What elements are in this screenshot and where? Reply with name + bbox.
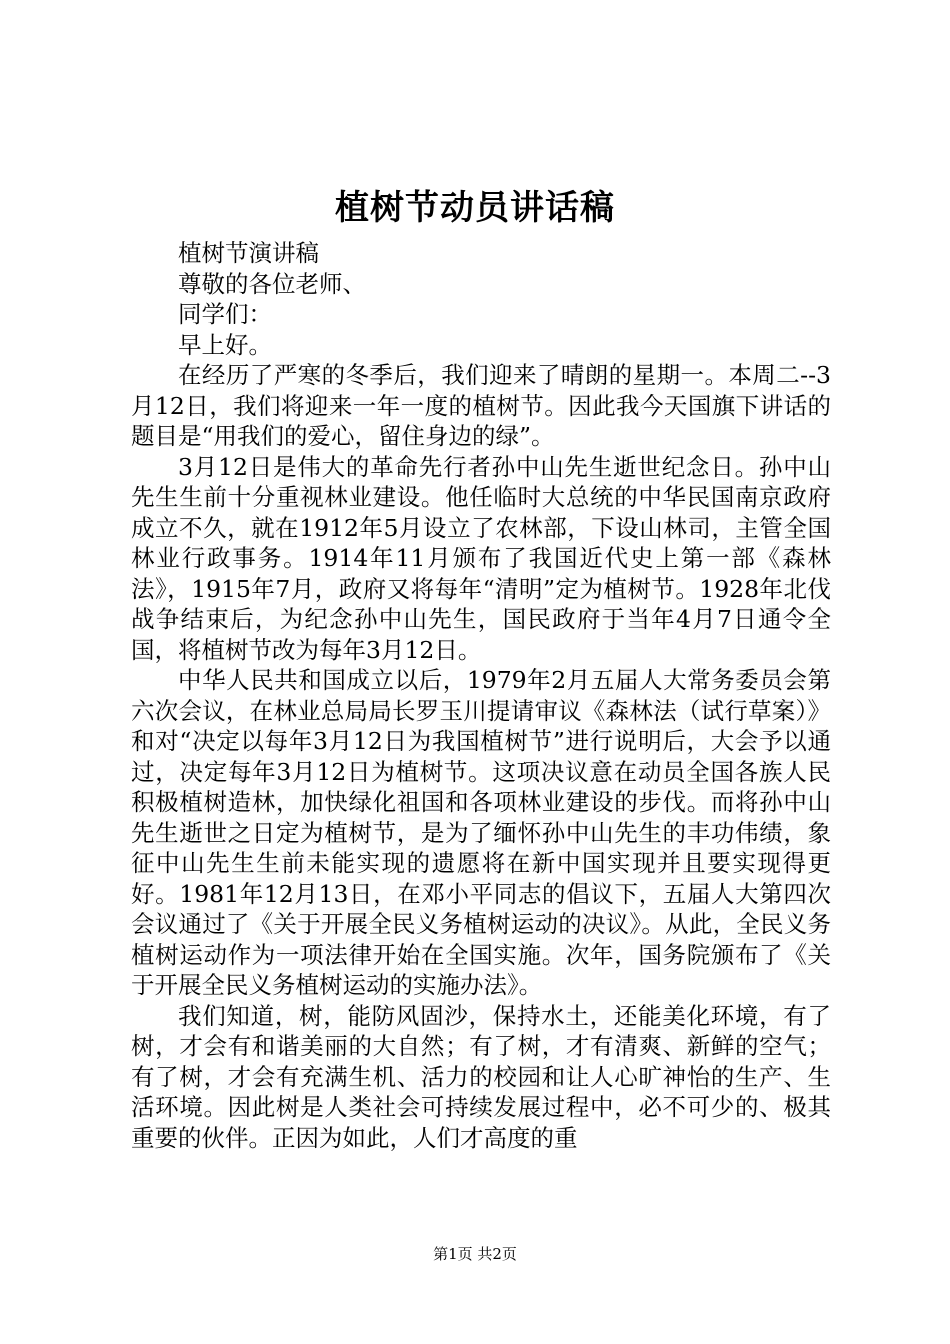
paragraph-trees: 我们知道，树，能防风固沙，保持水土，还能美化环境，有了树，才会有和谐美丽的大自然；有了树，才有清爽、新鲜的空气；有了树，才会有充满生机、活力的校园和让人心旷神怡的生产、生活环境。因此树是人类社会可持续发展过程中，必不可少的、极其重要的伙伴。正因为如此，人们才高度的重 xyxy=(131,1001,831,1152)
paragraph-salutation-2: 同学们： xyxy=(178,300,272,328)
paragraph-intro: 在经历了严寒的冬季后，我们迎来了晴朗的星期一。本周二--3月12日，我们将迎来一年一度的植树节。因此我今天国旗下讲话的题目是“用我们的爱心，留住身边的绿”。 xyxy=(131,361,831,450)
page-footer: 第1页 共2页 xyxy=(433,1245,517,1263)
paragraph-subtitle: 植树节演讲稿 xyxy=(178,239,319,267)
paragraph-history: 3月12日是伟大的革命先行者孙中山先生逝世纪念日。孙中山先生生前十分重视林业建设。他任临时大总统的中华民国南京政府成立不久，就在1912年5月设立了农林部，下设山林司，主管全国林业行政事务。1914年11月颁布了我国近代史上第一部《森林法》，1915年7月，政府又将每年“清明”定为植树节。1928年北伐战争结束后，为纪念孙中山先生，国民政府于当年4月7日通令全国，将植树节改为每年3月12日。 xyxy=(131,452,831,664)
paragraph-prc: 中华人民共和国成立以后，1979年2月五届人大常务委员会第六次会议，在林业总局局长罗玉川提请审议《森林法（试行草案）》和对“决定以每年3月12日为我国植树节”进行说明后，大会予以通过，决定每年3月12日为植树节。这项决议意在动员全国各族人民积极植树造林，加快绿化祖国和各项林业建设的步伐。而将孙中山先生逝世之日定为植树节，是为了缅怀孙中山先生的丰功伟绩，象征中山先生生前未能实现的遗愿将在新中国实现并且要实现得更好。1981年12月13日，在邓小平同志的倡议下，五届人大第四次会议通过了《关于开展全民义务植树运动的决议》。从此，全民义务植树运动作为一项法律开始在全国实施。次年，国务院颁布了《关于开展全民义务植树运动的实施办法》。 xyxy=(131,666,831,999)
paragraph-greeting: 早上好。 xyxy=(178,330,272,359)
document-title: 植树节动员讲话稿 xyxy=(335,188,615,228)
document-body xyxy=(131,238,831,1153)
paragraph-salutation: 尊敬的各位老师、 xyxy=(178,269,366,298)
